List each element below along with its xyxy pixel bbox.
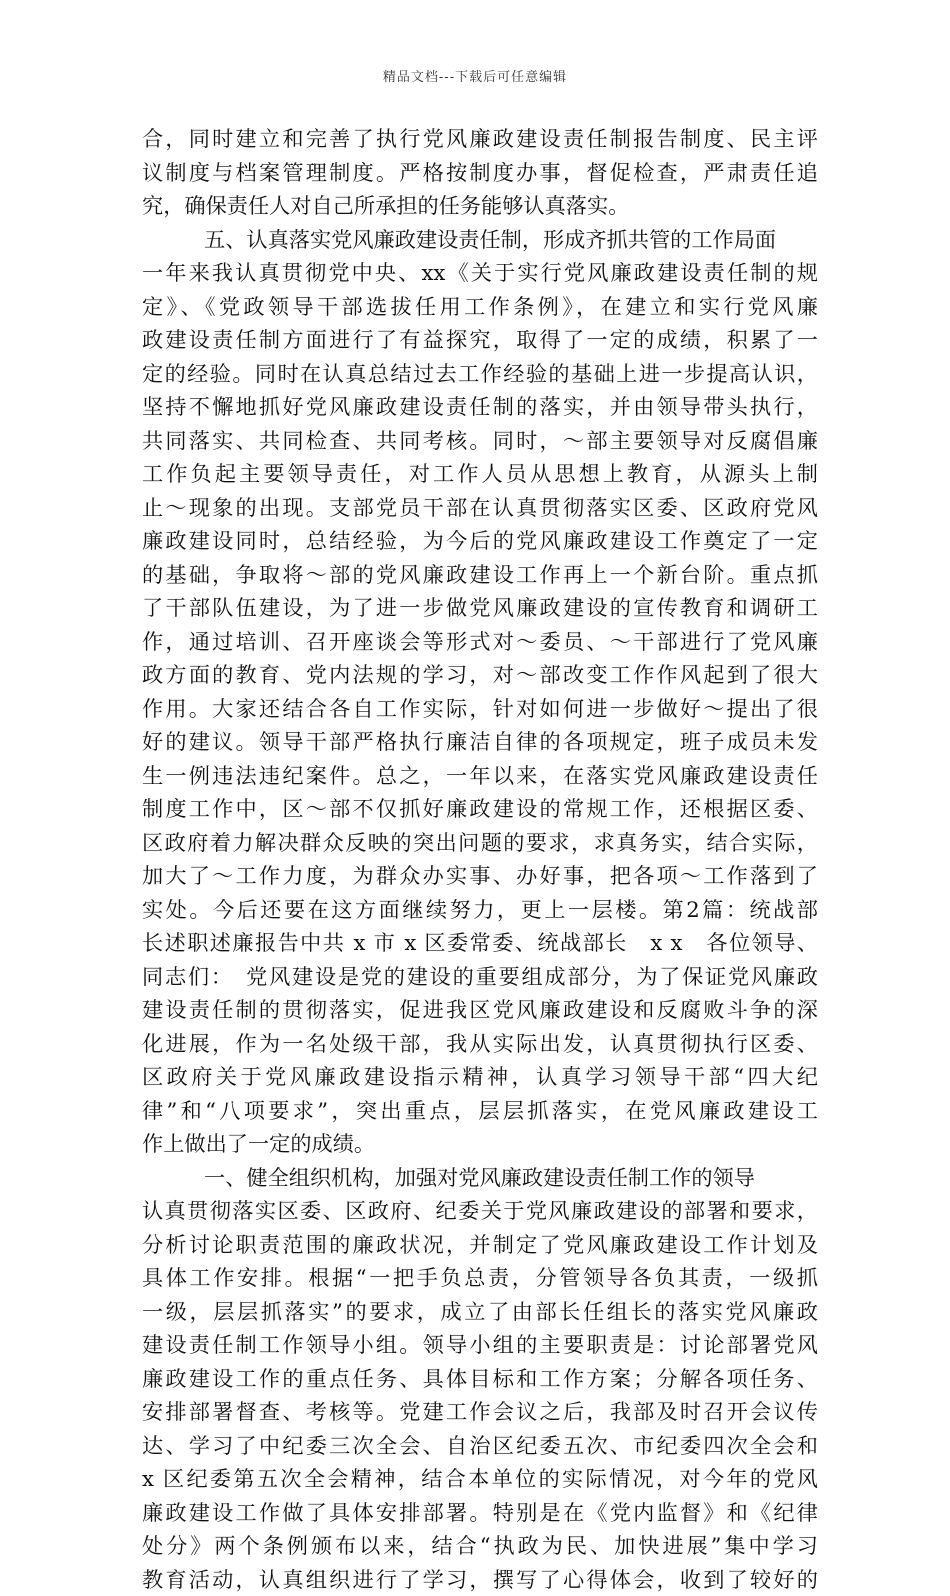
document-body <box>142 122 818 1596</box>
text-line: 了干部队伍建设，为了进一步做党风廉政建设的宣传教育和调研工 <box>142 591 818 625</box>
text-line: 坚持不懈地抓好党风廉政建设责任制的落实，并由领导带头执行， <box>142 390 818 424</box>
text-line: 生一例违法违纪案件。总之，一年以来，在落实党风廉政建设责任 <box>142 759 818 793</box>
text-line: 政建设责任制方面进行了有益探究，取得了一定的成绩，积累了一 <box>142 323 818 357</box>
text-line: 好的建议。领导干部严格执行廉洁自律的各项规定，班子成员未发 <box>142 725 818 759</box>
text-line: 定的经验。同时在认真总结过去工作经验的基础上进一步提高认识， <box>142 357 818 391</box>
text-line: 制度工作中，区～部不仅抓好廉政建设的常规工作，还根据区委、 <box>142 792 818 826</box>
text-line: 区政府关于党风廉政建设指示精神，认真学习领导干部“四大纪 <box>142 1060 818 1094</box>
text-line: 具体工作安排。根据“一把手负总责，分管领导各负其责，一级抓 <box>142 1261 818 1295</box>
text-line: 工作负起主要领导责任，对工作人员从思想上教育，从源头上制 <box>142 457 818 491</box>
text-line: 一年来我认真贯彻党中央、xx《关于实行党风廉政建设责任制的规 <box>142 256 818 290</box>
text-line: 加大了～工作力度，为群众办实事、办好事，把各项～工作落到了 <box>142 859 818 893</box>
text-line: 定》、《党政领导干部选拔任用工作条例》，在建立和实行党风廉 <box>142 290 818 324</box>
text-line: 达、学习了中纪委三次全会、自治区纪委五次、市纪委四次全会和 <box>142 1429 818 1463</box>
text-line: 一、健全组织机构，加强对党风廉政建设责任制工作的领导 <box>142 1161 818 1195</box>
text-line: 合，同时建立和完善了执行党风廉政建设责任制报告制度、民主评 <box>142 122 818 156</box>
text-line: 的基础，争取将～部的党风廉政建设工作再上一个新台阶。重点抓 <box>142 558 818 592</box>
text-line: 止～现象的出现。支部党员干部在认真贯彻落实区委、区政府党风 <box>142 491 818 525</box>
text-line: 同志们： 党风建设是党的建设的重要组成部分，为了保证党风廉政 <box>142 960 818 994</box>
text-line: 安排部署督查、考核等。党建工作会议之后，我部及时召开会议传 <box>142 1395 818 1429</box>
text-line: 区政府着力解决群众反映的突出问题的要求，求真务实，结合实际， <box>142 826 818 860</box>
text-line: 长述职述廉报告中共 x 市 x 区委常委、统战部长 x x 各位领导、 <box>142 926 818 960</box>
text-line: 五、认真落实党风廉政建设责任制，形成齐抓共管的工作局面 <box>142 223 818 257</box>
text-line: 处分》两个条例颁布以来，结合“执政为民、加快进展”集中学习 <box>142 1529 818 1563</box>
text-line: 建设责任制工作领导小组。领导小组的主要职责是：讨论部署党风 <box>142 1328 818 1362</box>
text-line: 作，通过培训、召开座谈会等形式对～委员、～干部进行了党风廉 <box>142 625 818 659</box>
text-line: 共同落实、共同检查、共同考核。同时，～部主要领导对反腐倡廉 <box>142 424 818 458</box>
text-line: 作用。大家还结合各自工作实际，针对如何进一步做好～提出了很 <box>142 692 818 726</box>
text-line: 政方面的教育、党内法规的学习，对～部改变工作作风起到了很大 <box>142 658 818 692</box>
text-line: x 区纪委第五次全会精神，结合本单位的实际情况，对今年的党风 <box>142 1462 818 1496</box>
text-line: 分析讨论职责范围的廉政状况，并制定了党风廉政建设工作计划及 <box>142 1228 818 1262</box>
page-header: 精品文档---下载后可任意编辑 <box>0 66 950 85</box>
text-line: 廉政建设工作的重点任务、具体目标和工作方案；分解各项任务、 <box>142 1362 818 1396</box>
text-line: 究，确保责任人对自己所承担的任务能够认真落实。 <box>142 189 818 223</box>
text-line: 化进展，作为一名处级干部，我从实际出发，认真贯彻执行区委、 <box>142 1027 818 1061</box>
text-line: 廉政建设工作做了具体安排部署。特别是在《党内监督》和《纪律 <box>142 1496 818 1530</box>
text-line: 廉政建设同时，总结经验，为今后的党风廉政建设工作奠定了一定 <box>142 524 818 558</box>
text-line: 议制度与档案管理制度。严格按制度办事，督促检查，严肃责任追 <box>142 156 818 190</box>
text-line: 一级，层层抓落实”的要求，成立了由部长任组长的落实党风廉政 <box>142 1295 818 1329</box>
text-line: 作上做出了一定的成绩。 <box>142 1127 818 1161</box>
text-line: 律”和“八项要求”，突出重点，层层抓落实，在党风廉政建设工 <box>142 1094 818 1128</box>
text-line: 实处。今后还要在这方面继续努力，更上一层楼。第2篇：统战部 <box>142 893 818 927</box>
text-line: 建设责任制的贯彻落实，促进我区党风廉政建设和反腐败斗争的深 <box>142 993 818 1027</box>
text-line: 教育活动，认真组织进行了学习，撰写了心得体会，收到了较好的 <box>142 1563 818 1596</box>
text-line: 认真贯彻落实区委、区政府、纪委关于党风廉政建设的部署和要求， <box>142 1194 818 1228</box>
